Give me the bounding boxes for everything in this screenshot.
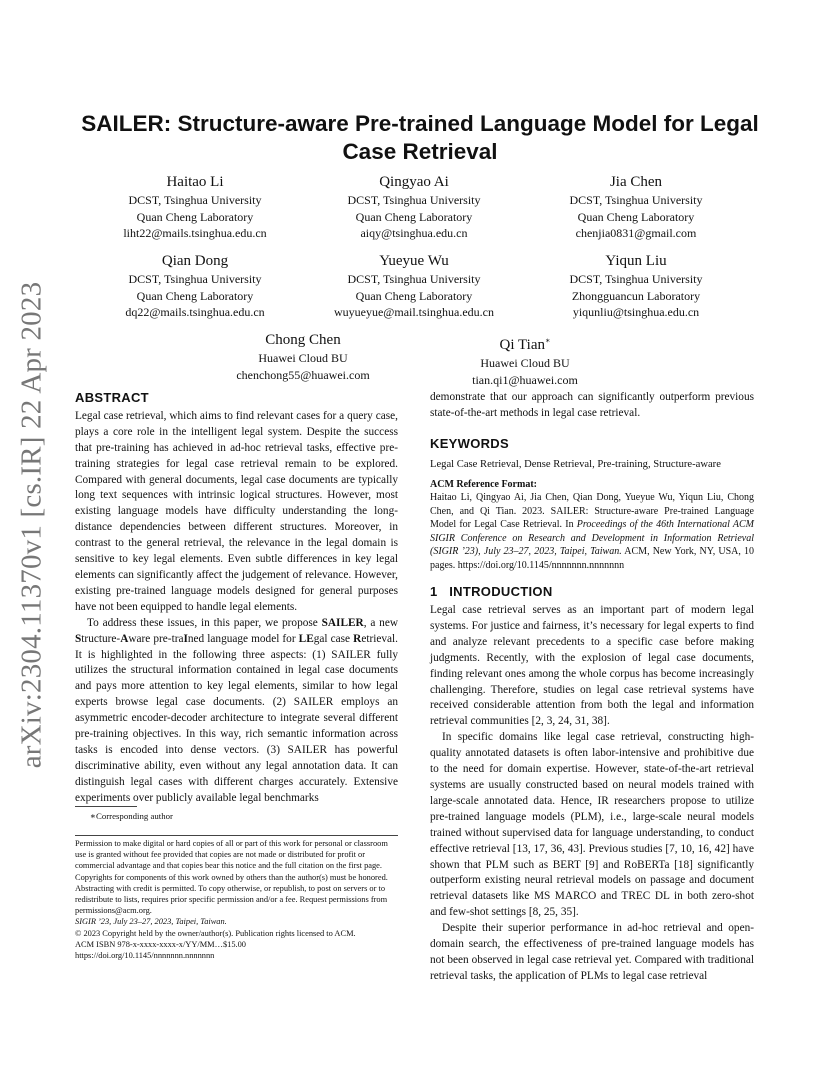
intro-paragraph: Legal case retrieval serves as an important part of modern legal systems. For justice and fairness, it’s necessary for legal experts to find and analyze relevant precedents to a specific case before making judgments. Recently, with the explosion of legal case documents, finding relevant ones among the whole corpus has become increasingly challenging. Therefore, studies on legal case retrieval systems have received considerable attention from both the legal and information retrieval communities [2, 3, 24, 31, 38]. [430, 604, 754, 728]
author-block [521, 173, 751, 242]
intro-paragraph: In specific domains like legal case retrieval, constructing high-quality annotated datasets is often labor-intensive and prohibitive due to the need for domain expertise. However, state-of-the-art retrieval systems are usually constructed based on neural models trained with large-scale annotated data. Hence, IR researchers propose to utilize pre-trained language models (PLM), i.e., large-scale neural models trained without supervised data for language understanding, to conduct effective retrieval [13, 17, 36, 43]. Previous studies [7, 10, 16, 42] have shown that PLM such as BERT [9] and RoBERTa [18] significantly outperform existing neural retrieval models on passage and document retrieval datasets like MS MARCO and TREC DL in both zero-shot and few-shot settings [8, 25, 35]. [430, 731, 754, 919]
author-name: Qingyao Ai [379, 174, 449, 190]
permission-block [75, 838, 398, 961]
intro-paragraph: Despite their superior performance in ad-hoc retrieval and open-domain search, the effectiveness of pre-trained language models has not been observed in legal case retrieval yet. Compared with traditional retrieval tasks, the application of PLMs to legal case retrieval [430, 922, 754, 982]
author-email: yiqunliu@tsinghua.edu.cn [572, 305, 700, 319]
section-heading: ABSTRACT [75, 390, 149, 405]
paper-title: SAILER: Structure-aware Pre-trained Language Model for Legal Case Retrieval [81, 111, 759, 164]
author-affiliation: DCST, Tsinghua University [128, 272, 262, 286]
corresponding-mark: ∗ [545, 336, 551, 345]
abstract-paragraph: Legal case retrieval, which aims to find relevant cases for a query case, plays a core role in the intelligent legal system. Despite the success that pre-training has achieved in ad-hoc retrieval tasks, effective pre-training strategies for legal case retrieval remain to be explored. Compared with general documents, legal case documents are typically long text sequences with intrinsic logical structures. However, most existing language models have difficulty understanding the long-distance dependencies between different structures. Moreover, in contrast to the general retrieval, the relevance in the legal domain is sensitive to key legal elements. Even subtle differences in key legal elements can significantly affect the judgement of relevance. However, existing pre-trained language models designed for general purposes have not been equipped to handle legal elements. [75, 409, 398, 613]
author-affiliation: Huawei Cloud BU [258, 351, 348, 365]
author-block [410, 331, 640, 388]
author-email: wuyueyue@mail.tsinghua.edu.cn [333, 305, 494, 319]
author-affiliation: Zhongguancun Laboratory [571, 288, 701, 303]
copyright-text: © 2023 Copyright held by the owner/author(s). Publication rights licensed to ACM. [75, 928, 356, 938]
doi-text: https://doi.org/10.1145/nnnnnnn.nnnnnnn [75, 951, 215, 961]
permission-rule [75, 835, 398, 836]
author-name: Jia Chen [609, 174, 663, 190]
author-affiliation: DCST, Tsinghua University [569, 193, 703, 207]
acm-ref-heading: ACM Reference Format: [430, 478, 537, 490]
author-email: aiqy@tsinghua.edu.cn [360, 226, 468, 240]
author-name: Qi Tian∗ [499, 336, 551, 353]
section-heading: 1 INTRODUCTION [430, 584, 553, 600]
author-affiliation: Huawei Cloud BU [480, 356, 570, 370]
section-heading: KEYWORDS [430, 435, 509, 451]
permission-text: Permission to make digital or hard copies of all or part of this work for personal or classroom use is granted without fee provided that copies are not made or distributed for profit or commercial advantage and that copies bear this notice and the full citation on the first page. Copyrights for components of this work owned by others than the author(s) must be honored. Abstracting with credit is permitted. To copy otherwise, or republish, to post on servers or to redistribute to lists, requires prior specific permission and/or a fee. Request permissions from permissions@acm.org. [75, 839, 388, 916]
keywords-text: Legal Case Retrieval, Dense Retrieval, Pre-training, Structure-aware [430, 458, 721, 470]
author-email: dq22@mails.tsinghua.edu.cn [125, 305, 265, 319]
abstract-section [75, 390, 398, 807]
author-affiliation: DCST, Tsinghua University [347, 272, 481, 286]
author-block [188, 331, 418, 383]
author-block [521, 252, 751, 321]
arxiv-id-text: arXiv:2304.11370v1 [cs.IR] 22 Apr 2023 [15, 281, 48, 769]
author-name: Yueyue Wu [379, 253, 449, 269]
author-affiliation: DCST, Tsinghua University [128, 193, 262, 207]
venue-text: SIGIR ’23, July 23–27, 2023, Taipei, Taiwan. [75, 917, 227, 927]
footnote: ∗Corresponding author [90, 811, 173, 821]
author-affiliation: DCST, Tsinghua University [347, 193, 481, 207]
author-email: liht22@mails.tsinghua.edu.cn [123, 226, 267, 240]
author-affiliation: DCST, Tsinghua University [569, 272, 703, 286]
author-name: Haitao Li [166, 174, 224, 190]
author-email: chenchong55@huawei.com [236, 367, 370, 382]
author-affiliation: Quan Cheng Laboratory [136, 288, 254, 303]
author-block [299, 252, 529, 321]
author-affiliation: Quan Cheng Laboratory [136, 209, 254, 224]
arxiv-side-stamp [12, 281, 52, 769]
acm-ref-text: Haitao Li, Qingyao Ai, Jia Chen, Qian Dong, Yueyue Wu, Yiqun Liu, Chong Chen, and Qi Tian. 2023. SAILER: Structure-aware Pre-trained Language Model for Legal Case Retrieval. In Proceedings of the 46th International ACM SIGIR Conference on Research and Development in Information Retrieval (SIGIR ’23), July 23–27, 2023, Taipei, Taiwan. ACM, New York, NY, USA, 10 pages. https://doi.org/10.1145/nnnnnnn.nnnnnnn [430, 492, 755, 571]
author-name: Qian Dong [161, 253, 229, 269]
footnote-rule [75, 806, 137, 807]
author-block [299, 173, 529, 242]
author-name: Yiqun Liu [605, 253, 667, 269]
author-affiliation: Quan Cheng Laboratory [355, 288, 473, 303]
abstract-continuation: demonstrate that our approach can significantly outperform previous state-of-the-art methods in legal case retrieval. [430, 391, 754, 419]
author-block [80, 173, 310, 242]
author-email: chenjia0831@gmail.com [575, 226, 697, 240]
author-affiliation: Quan Cheng Laboratory [577, 209, 695, 224]
isbn-text: ACM ISBN 978-x-xxxx-xxxx-x/YY/MM…$15.00 [75, 939, 246, 949]
author-name: Chong Chen [265, 332, 341, 348]
author-email: tian.qi1@huawei.com [472, 372, 578, 387]
author-affiliation: Quan Cheng Laboratory [355, 209, 473, 224]
right-column [430, 390, 754, 985]
abstract-paragraph: To address these issues, in this paper, we propose SAILER, a new Structure-Aware pre-traIned language model for LEgal case Retrieval. It is highlighted in the following three aspects: (1) SAILER fully utilizes the structural information contained in legal case documents and pays more attention to key legal elements, similar to how legal experts browse legal case documents. (2) SAILER employs an asymmetric encoder-decoder architecture to integrate several different pre-training objectives. In this way, rich semantic information across tasks is encoded into dense vectors. (3) SAILER has powerful discriminative ability, even without any legal annotation data. It can distinguish legal cases with different charges accurately. Extensive experiments over publicly available legal benchmarks [75, 616, 399, 804]
author-block [80, 252, 310, 321]
